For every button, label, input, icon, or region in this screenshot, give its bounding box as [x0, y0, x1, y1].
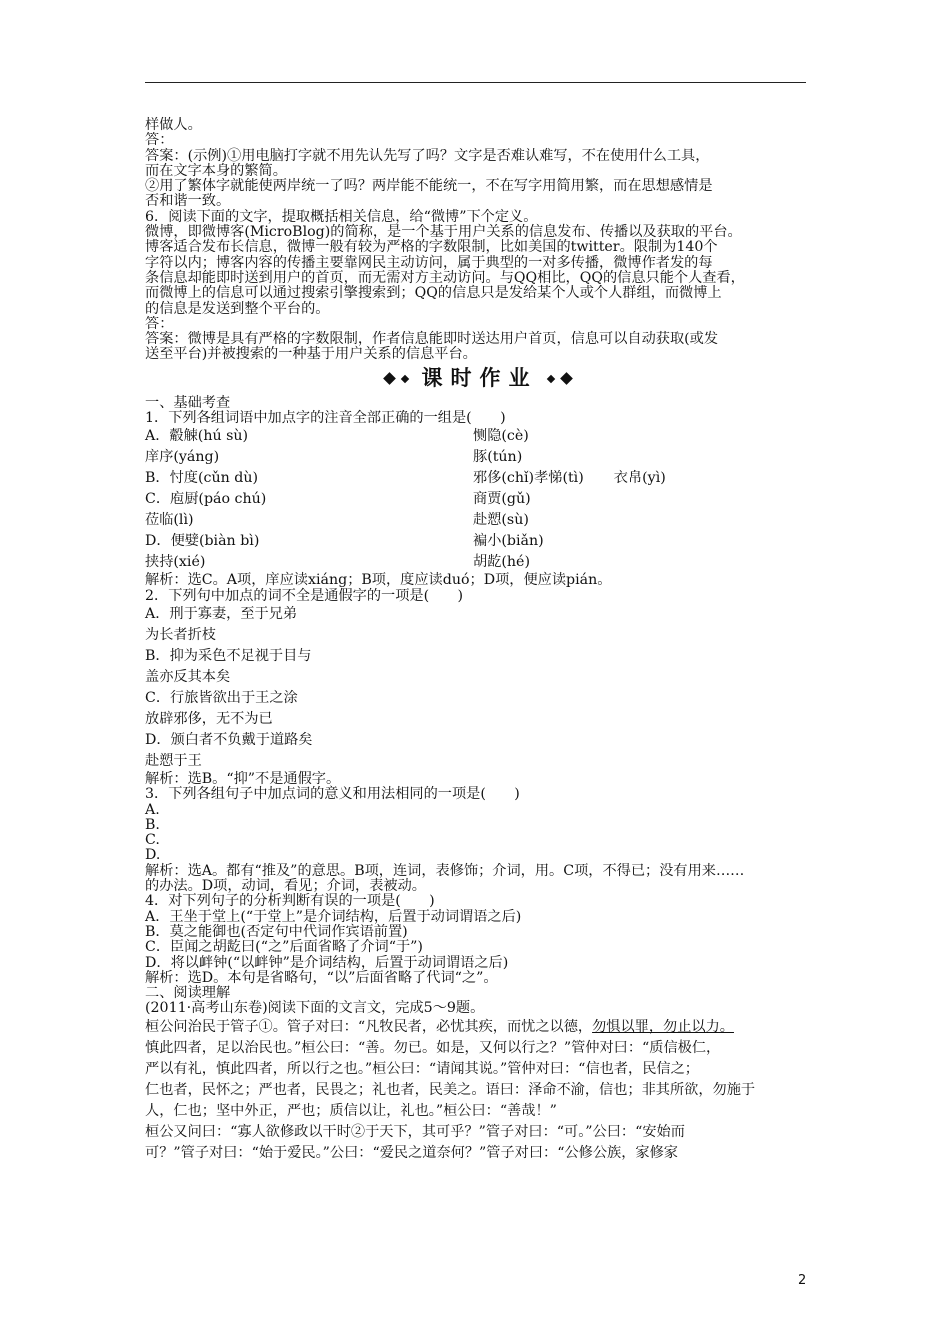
option-cell: 衣帛(yì) — [613, 470, 666, 487]
question-2-stem: 2．下列句中加点的词不全是通假字的一项是( ) — [145, 587, 464, 604]
option-cell: A．觳觫(hú sù) — [145, 428, 249, 445]
diamond-icon — [560, 372, 573, 385]
option-line: 为长者折枝 — [145, 626, 216, 643]
text-line: 送至平台)并被搜索的一种基于用户关系的信息平台。 — [145, 346, 477, 363]
question-6-stem: 6．阅读下面的文字，提取概括相关信息，给“微博”下个定义。 — [145, 208, 538, 225]
text-line: 博客适合发布长信息，微博一般有较为严格的字数限制，比如美国的twitter。限制为140个 — [145, 239, 718, 256]
option-cell: 商贾(gǔ) — [473, 491, 531, 508]
option-cell: 恻隐(cè) — [473, 428, 529, 445]
analysis-text: 解析：选C。A项，庠应读xiáng；B项，度应读duó；D项，便应读pián。 — [145, 572, 612, 589]
answer-prompt: 答： — [145, 132, 174, 149]
passage-line: 严以有礼，慎此四者，所以行之也。”桓公曰：“请闻其说。”管仲对曰：“信也者，民信之； — [145, 1060, 699, 1077]
answer-prompt: 答： — [145, 315, 174, 332]
text-line: 条信息却能即时送到用户的首页，而无需对方主动访问。与QQ相比，QQ的信息只能个人查看， — [145, 269, 745, 286]
option-line: A. — [145, 801, 160, 818]
option-line: B．莫之能御也(否定句中代词作宾语前置) — [145, 923, 408, 940]
option-row — [145, 531, 810, 552]
option-cell: B．忖度(cǔn dù) — [145, 470, 259, 487]
text-line: 而微博上的信息可以通过搜索引擎搜索到；QQ的信息只是发给某个人或个人群组，而微博上 — [145, 285, 722, 302]
banner-title: 课时作业 — [421, 366, 538, 391]
page-content — [145, 118, 810, 1164]
text-line: 的信息是发送到整个平台的。 — [145, 300, 330, 317]
analysis-text: 解析：选A。都有“推及”的意思。B项，连词，表修饰；介词，用。C项，不得已；没有用来…… — [145, 862, 745, 879]
page-number: 2 — [798, 1273, 807, 1288]
option-row — [145, 510, 810, 531]
diamond-icon — [383, 372, 396, 385]
question-3-stem: 3．下列各组句子中加点词的意义和用法相同的一项是( ) — [145, 786, 520, 803]
passage-line: 可？”管子对曰：“始于爱民。”公曰：“爱民之道奈何？”管子对曰：“公修公族，家修家 — [145, 1144, 678, 1161]
option-line: D. — [145, 847, 161, 864]
option-line: B. — [145, 816, 160, 833]
option-row — [145, 447, 810, 468]
option-cell: 褊小(biǎn) — [473, 533, 544, 550]
option-line: A．王坐于堂上(“于堂上”是介词结构，后置于动词谓语之后) — [145, 908, 522, 925]
option-line: B．抑为采色不足视于目与 — [145, 647, 312, 664]
passage-line: 仁也者，民怀之；严也者，民畏之；礼也者，民美之。语曰：泽命不渝，信也；非其所欲，勿施于 — [145, 1081, 756, 1098]
option-cell: 莅临(lì) — [145, 512, 194, 529]
analysis-text: 的办法。D项，动词，看见；介词，表被动。 — [145, 878, 426, 895]
passage-line: 慎此四者，足以治民也。”桓公曰：“善。勿已。如是，又何以行之？”管仲对曰：“质信极仁， — [145, 1039, 721, 1056]
passage-line: 人，仁也；坚中外正，严也；质信以让，礼也。”桓公曰：“善哉！” — [145, 1102, 557, 1119]
option-row — [145, 489, 810, 510]
text-line: 答案：微博是具有严格的字数限制，作者信息能即时送达用户首页，信息可以自动获取(或发 — [145, 331, 719, 348]
analysis-text: 解析：选B。“抑”不是通假字。 — [145, 770, 341, 787]
text-line: 而在文字本身的繁简。 — [145, 162, 287, 179]
option-line: 盖亦反其本矣 — [145, 668, 231, 685]
option-line: A．刑于寡妻，至于兄弟 — [145, 605, 298, 622]
text-line: 样做人。 — [145, 117, 202, 133]
section-heading: 二、阅读理解 — [145, 985, 231, 1002]
passage-line: 桓公问治民于管子①。管子对曰：“凡牧民者，必忧其疾，而忧之以德，勿惧以罪，勿止以力。 — [145, 1018, 734, 1035]
option-row — [145, 552, 810, 573]
option-line: D．将以衅钟(“以衅钟”是介词结构，后置于动词谓语之后) — [145, 954, 509, 971]
option-line: 放辟邪侈，无不为已 — [145, 710, 273, 727]
section-banner — [145, 365, 810, 393]
option-cell: C．庖厨(páo chú) — [145, 491, 267, 508]
question-4-stem: 4．对下列句子的分析判断有误的一项是( ) — [145, 893, 435, 910]
text-line: 答案：(示例)①用电脑打字就不用先认先写了吗？文字是否难认难写，不在使用什么工具， — [145, 147, 710, 164]
text-line: 字符以内；博客内容的传播主要靠网民主动访问，属于典型的一对多传播，微博作者发的每 — [145, 254, 713, 271]
section-heading: 一、基础考查 — [145, 394, 231, 411]
option-cell: D．便嬖(biàn bì) — [145, 533, 260, 550]
question-1-stem: 1．下列各组词语中加点字的注音全部正确的一组是( ) — [145, 410, 506, 427]
option-line: C. — [145, 832, 160, 849]
option-cell: 豚(tún) — [473, 449, 523, 466]
diamond-icon — [400, 375, 408, 383]
text-line: 否和谐一致。 — [145, 193, 231, 210]
option-line: C．行旅皆欲出于王之涂 — [145, 689, 298, 706]
underlined-phrase: 勿惧以罪，勿止以力。 — [592, 1018, 734, 1035]
option-line: C．臣闻之胡龁曰(“之”后面省略了介词“于”) — [145, 939, 423, 956]
passage-line: 桓公又问曰：“寡人欲修政以干时②于天下，其可乎？”管子对曰：“可。”公曰：“安始而 — [145, 1123, 685, 1140]
text-line: 微博，即微博客(MicroBlog)的简称，是一个基于用户关系的信息发布、传播以及获取的平台。 — [145, 224, 742, 241]
option-row — [145, 426, 810, 447]
diamond-icon — [546, 375, 554, 383]
text-line: ②用了繁体字就能使两岸统一了吗？两岸能不能统一，不在写字用简用繁，而在思想感情是 — [145, 178, 713, 195]
analysis-text: 解析：选D。本句是省略句，“以”后面省略了代词“之”。 — [145, 969, 498, 986]
option-cell: 庠序(yáng) — [145, 449, 220, 466]
option-row — [145, 468, 810, 489]
passage-intro: (2011·高考山东卷)阅读下面的文言文，完成5～9题。 — [145, 1000, 485, 1017]
option-cell: 挟持(xié) — [145, 554, 206, 571]
header-rule — [145, 82, 806, 83]
option-line: D．颁白者不负戴于道路矣 — [145, 731, 313, 748]
option-cell: 赴愬(sù) — [473, 512, 529, 529]
option-cell: 胡龁(hé) — [473, 554, 530, 571]
option-line: 赴愬于王 — [145, 752, 202, 769]
option-cell: 邪侈(chǐ)孝悌(tì) — [473, 470, 584, 487]
